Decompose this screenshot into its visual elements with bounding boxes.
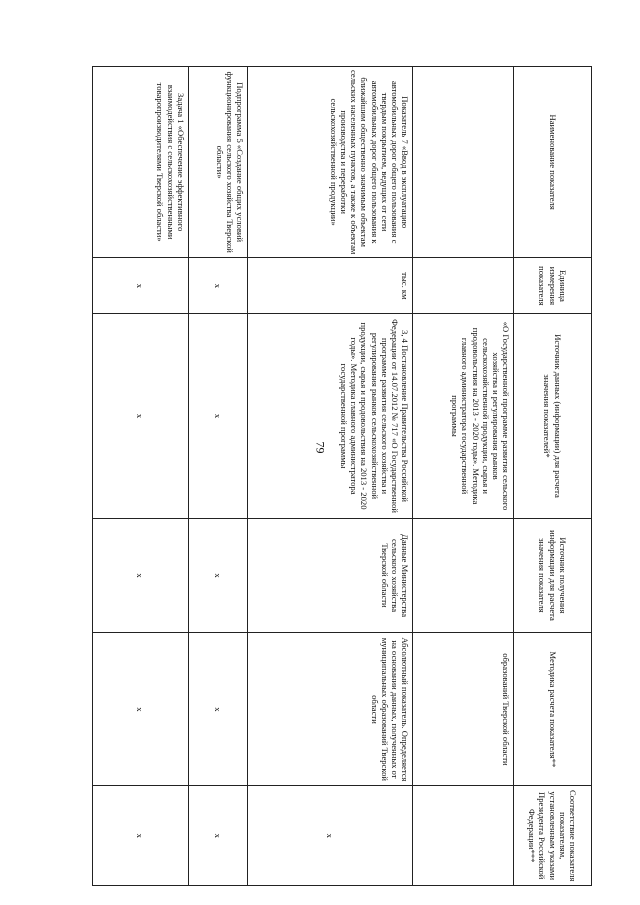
header-sources: Источник данных (информации) для расчета значения показателей*: [514, 314, 592, 518]
table-row: [93, 67, 189, 886]
cell-unit: х: [93, 258, 189, 314]
cell-sources: «О Государственной программе развития сельского хозяйства и регулирования рынков сельскохозяйственной продукции, сырья и продовольствия на 2013 - 2020 годы». Методика главного администратора государственной программы: [413, 314, 514, 518]
header-info: Источник получения информации для расчета значения показателя: [514, 518, 592, 633]
cell-info: [413, 518, 514, 633]
cell-unit: х: [188, 258, 248, 314]
cell-name: Подпрограмма 5 «Создание общих условий функционирования сельского хозяйства Тверской области»: [188, 67, 248, 258]
cell-sources: х: [188, 314, 248, 518]
cell-sources: х: [93, 314, 189, 518]
rotated-table-wrapper: [92, 66, 592, 886]
cell-method: образований Тверской области: [413, 633, 514, 786]
header-method: Методика расчета показателя**: [514, 633, 592, 786]
cell-name: Показатель 7 «Ввод в эксплуатацию автомобильных дорог общего пользования с твердым покрытием, ведущих от сети автомобильных дорог общего пользования к ближайшим общественно значимым объектам сельских населенных пунктов, а также к объектам производства и переработки сельскохозяйственной продукции»: [248, 67, 413, 258]
table-row: [413, 67, 514, 886]
table-row: [188, 67, 248, 886]
cell-info: Данные Министерства сельского хозяйства Тверской области: [248, 518, 413, 633]
cell-info: х: [93, 518, 189, 633]
cell-name: [413, 67, 514, 258]
cell-president: [413, 786, 514, 886]
cell-name: Задача 1 «Обеспечение эффективного взаимодействия с сельскохозяйственными товаропроизводителями Тверской области»: [93, 67, 189, 258]
cell-method: х: [93, 633, 189, 786]
cell-method: Абсолютный показатель. Определяется на основании данных, полученных от муниципальных образований Тверской области: [248, 633, 413, 786]
page-number: 79: [313, 441, 328, 454]
table-header-row: [514, 67, 592, 886]
cell-info: х: [188, 518, 248, 633]
cell-president: х: [248, 786, 413, 886]
header-unit: Единица измерения показателя: [514, 258, 592, 314]
indicator-table: [92, 66, 592, 886]
cell-unit: тыс. км: [248, 258, 413, 314]
cell-unit: [413, 258, 514, 314]
header-name: Наименование показателя: [514, 67, 592, 258]
cell-president: х: [93, 786, 189, 886]
table-row: [248, 67, 413, 886]
cell-president: х: [188, 786, 248, 886]
cell-sources: 3, 4 Постановление Правительства Российской Федерации от 14.07.2012 № 717 «О Государственной программе развития сельского хозяйства и регулирования рынков сельскохозяйственной продукции, сырья и продовольствия на 2013 - 2020 годы». Методика главного администратора государственной программы: [248, 314, 413, 518]
header-president: Соответствие показателя показателям, установленным указами Президента Российской Федерации***: [514, 786, 592, 886]
cell-method: х: [188, 633, 248, 786]
